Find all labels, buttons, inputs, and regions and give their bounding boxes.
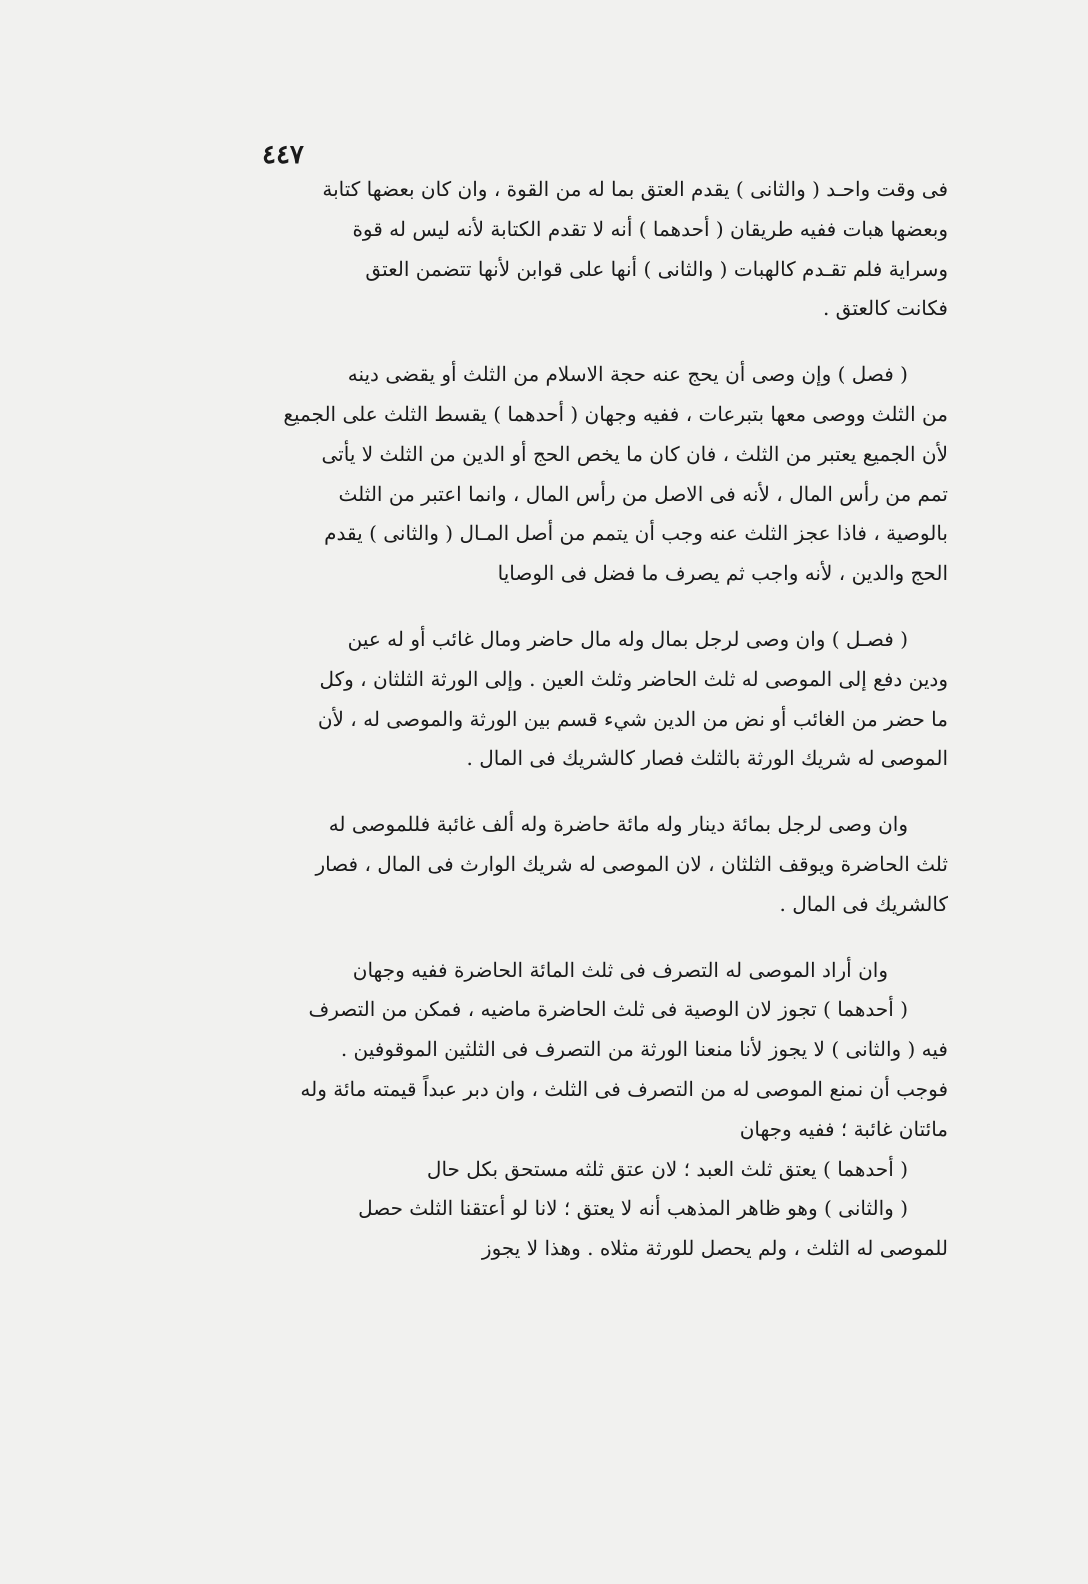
text-line: ثلث الحاضرة ويوقف الثلثان ، لان الموصى له شريك الوارث فى المال ، فصار — [315, 851, 948, 876]
paragraph-gap — [218, 779, 948, 805]
paragraph-1 — [218, 170, 948, 329]
paragraph-gap — [218, 925, 948, 951]
text-line: للموصى له الثلث ، ولم يحصل للورثة مثلاه . وهذا لا يجوز — [481, 1236, 948, 1261]
text-line: ( أحدهما ) تجوز لان الوصية فى ثلث الحاضرة ماضيه ، فمكن من التصرف — [308, 997, 908, 1022]
text-line: الموصى له شريك الورثة بالثلث فصار كالشريك فى المال . — [466, 746, 948, 771]
paragraph-2 — [218, 355, 948, 594]
text-line: وسراية فلم تقـدم كالهبات ( والثانى ) أنها على قوابن لأنها تتضمن العتق — [365, 256, 948, 281]
paragraph-3 — [218, 620, 948, 779]
paragraph-gap — [218, 594, 948, 620]
text-line: وبعضها هبات ففيه طريقان ( أحدهما ) أنه لا تقدم الكتابة لأنه ليس له قوة — [352, 216, 948, 241]
text-line: ( فصـل ) وان وصى لرجل بمال وله مال حاضر ومال غائب أو له عين — [347, 626, 908, 651]
paragraph-4 — [218, 805, 948, 924]
text-line: فى وقت واحـد ( والثانى ) يقدم العتق بما له من القوة ، وان كان بعضها كتابة — [322, 177, 948, 201]
text-line: من الثلث ووصى معها بتبرعات ، ففيه وجهان ( أحدهما ) يقسط الثلث على الجميع — [283, 401, 948, 426]
text-line: وان وصى لرجل بمائة دينار وله مائة حاضرة وله ألف غائبة فللموصى له — [328, 812, 908, 837]
text-line: كالشريك فى المال . — [779, 891, 948, 916]
text-line: ( والثانى ) وهو ظاهر المذهب أنه لا يعتق ؛ لانا لو أعتقنا الثلث حصل — [358, 1196, 908, 1221]
text-line: لأن الجميع يعتبر من الثلث ، فان كان ما يخص الحج أو الدين من الثلث لا يأتى — [321, 441, 948, 466]
text-line: ما حضر من الغائب أو نض من الدين شيء قسم بين الورثة والموصى له ، لأن — [317, 706, 948, 731]
text-line: فيه ( والثانى ) لا يجوز لأنا منعنا الورثة من التصرف فى الثلثين الموقوفين . — [340, 1037, 948, 1062]
text-line: وان أراد الموصى له التصرف فى ثلث المائة الحاضرة ففيه وجهان — [352, 957, 888, 982]
text-line: فكانت كالعتق . — [822, 296, 948, 321]
paragraph-gap — [218, 329, 948, 355]
body-text — [218, 170, 948, 1269]
text-line: فوجب أن نمنع الموصى له من التصرف فى الثلث ، وان دبر عبداً قيمته مائة وله — [300, 1076, 948, 1101]
text-line: الحج والدين ، لأنه واجب ثم يصرف ما فضل فى الوصايا — [497, 561, 948, 586]
text-line: مائتان غائبة ؛ ففيه وجهان — [739, 1116, 948, 1141]
text-line: بالوصية ، فاذا عجز الثلث عنه وجب أن يتمم من أصل المـال ( والثانى ) يقدم — [324, 521, 948, 546]
paragraph-5 — [218, 951, 948, 1269]
text-line: ( أحدهما ) يعتق ثلث العبد ؛ لان عتق ثلثه مستحق بكل حال — [426, 1156, 908, 1181]
page-number: ٤٤٧ — [262, 140, 304, 170]
text-line: ودين دفع إلى الموصى له ثلث الحاضر وثلث العين . وإلى الورثة الثلثان ، وكل — [319, 666, 948, 691]
text-line: ( فصل ) وإن وصى أن يحج عنه حجة الاسلام من الثلث أو يقضى دينه — [347, 362, 908, 387]
text-line: تمم من رأس المال ، لأنه فى الاصل من رأس المال ، وانما اعتبر من الثلث — [338, 481, 948, 506]
